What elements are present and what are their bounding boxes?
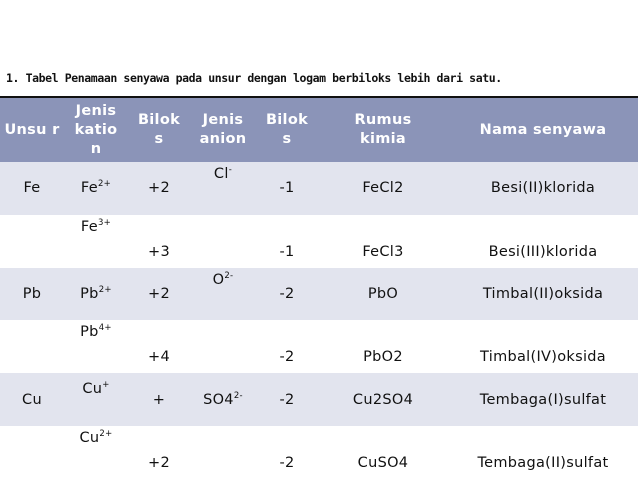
cell-unsur	[0, 215, 64, 268]
header-nama-senyawa: Nama senyawa	[448, 98, 638, 162]
table-row	[0, 373, 638, 426]
cell-kation: $Pb^{4+}$	[64, 320, 128, 373]
cell-bilok: +2	[128, 162, 190, 215]
header-bilok-kation: Bilok s	[128, 98, 190, 162]
cell-kation: $Fe^{3+}$	[64, 215, 128, 268]
cell-nama: Tembaga(I)sulfat	[448, 373, 638, 426]
cell-rumus: FeCl2	[318, 162, 448, 215]
table-caption: 1. Tabel Penamaan senyawa pada unsur dengan logam berbiloks lebih dari satu.	[6, 71, 502, 85]
cell-bilok: +2	[128, 268, 190, 321]
cell-kation: $Pb^{2+}$	[64, 268, 128, 321]
header-unsur: Unsu r	[0, 98, 64, 162]
cell-bilok-anion: -2	[256, 320, 318, 373]
cell-rumus: CuSO4	[318, 426, 448, 479]
cell-bilok-anion: -2	[256, 268, 318, 321]
cell-nama: Besi(II)klorida	[448, 162, 638, 215]
cell-unsur	[0, 426, 64, 479]
cell-unsur	[0, 320, 64, 373]
table-row	[0, 268, 638, 321]
header-jenis-kation: Jenis katio n	[64, 98, 128, 162]
cell-rumus: PbO2	[318, 320, 448, 373]
cell-unsur: Cu	[0, 373, 64, 426]
cell-unsur: Pb	[0, 268, 64, 321]
cell-bilok: +3	[128, 215, 190, 268]
cell-rumus: Cu2SO4	[318, 373, 448, 426]
cell-anion: Cl-	[190, 162, 256, 215]
cell-anion	[190, 215, 256, 268]
header-bilok-anion: Bilok s	[256, 98, 318, 162]
cell-nama: Timbal(IV)oksida	[448, 320, 638, 373]
cell-bilok-anion: -2	[256, 373, 318, 426]
cell-bilok: +	[128, 373, 190, 426]
cell-nama: Timbal(II)oksida	[448, 268, 638, 321]
table-row	[0, 162, 638, 215]
cell-nama: Besi(III)klorida	[448, 215, 638, 268]
cell-kation: Cu+	[64, 373, 128, 426]
cell-anion	[190, 426, 256, 479]
cell-anion	[190, 320, 256, 373]
cell-anion: $SO4^{2-}$	[190, 373, 256, 426]
cell-nama: Tembaga(II)sulfat	[448, 426, 638, 479]
compound-naming-table	[0, 98, 638, 479]
cell-unsur: Fe	[0, 162, 64, 215]
header-rumus-kimia: Rumus kimia	[318, 98, 448, 162]
cell-bilok: +2	[128, 426, 190, 479]
table-row	[0, 215, 638, 268]
header-jenis-anion: Jenis anion	[190, 98, 256, 162]
cell-bilok: +4	[128, 320, 190, 373]
cell-anion: $O^{2-}$	[190, 268, 256, 321]
cell-rumus: FeCl3	[318, 215, 448, 268]
cell-bilok-anion: -2	[256, 426, 318, 479]
table-header-row	[0, 98, 638, 162]
cell-kation: $Cu^{2+}$	[64, 426, 128, 479]
table-row	[0, 426, 638, 479]
cell-bilok-anion: -1	[256, 215, 318, 268]
cell-rumus: PbO	[318, 268, 448, 321]
cell-bilok-anion: -1	[256, 162, 318, 215]
table-row	[0, 320, 638, 373]
cell-kation: $Fe^{2+}$	[64, 162, 128, 215]
